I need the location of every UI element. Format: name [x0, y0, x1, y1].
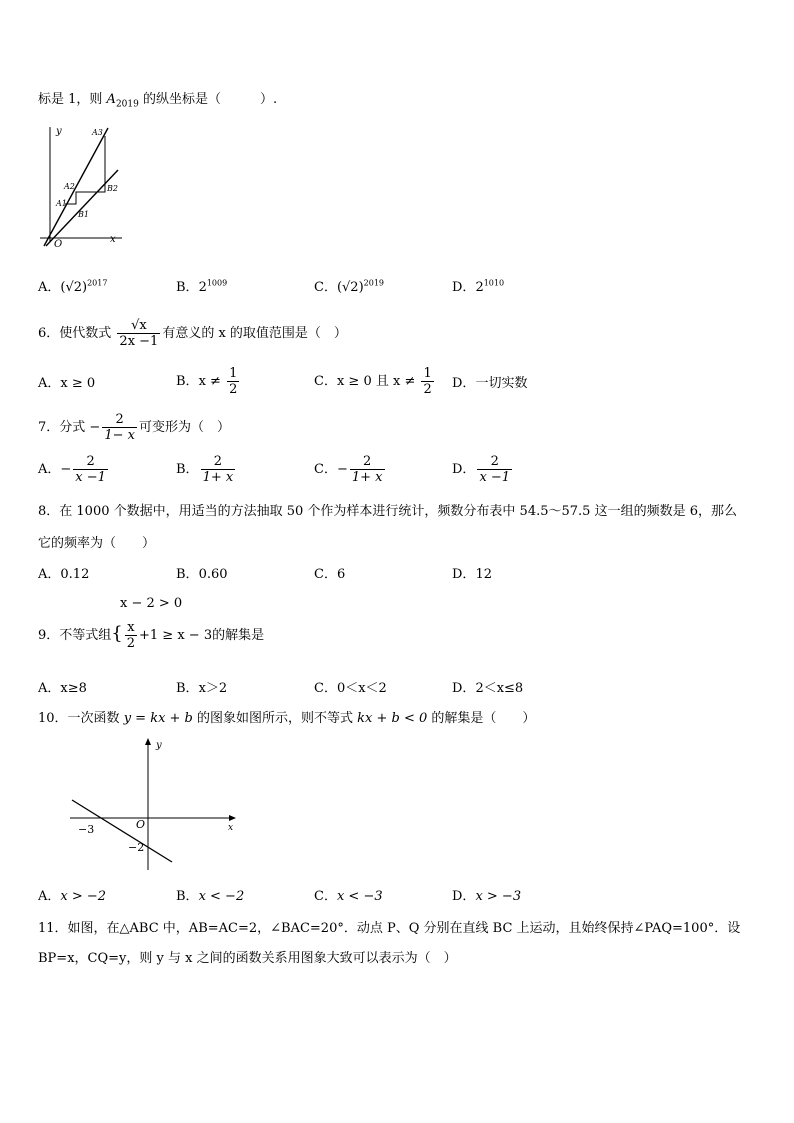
- q5-origin-label: O: [54, 239, 63, 250]
- q10-option-c: C．x < −3: [314, 889, 383, 904]
- q11-stem-line2: BP=x，CQ=y，则 y 与 x 之间的函数关系用图象大致可以表示为（ ）: [38, 951, 457, 966]
- q5-y-label: y: [56, 126, 62, 137]
- q8-option-d: D．12: [452, 567, 492, 582]
- q9-stem: 9．不等式组{ $\frac{x}{2}$ +1 ≥ x − 3的解集是: [38, 620, 265, 651]
- q5-option-c: C．$(√2)^{2019}$: [314, 278, 385, 295]
- q10-x-label: x: [228, 823, 234, 833]
- q10-x-intercept-label: −3: [78, 823, 95, 836]
- q10-origin-label: O: [136, 818, 146, 831]
- q10-y-arrow: [145, 738, 151, 745]
- q10-option-a: A．x > −2: [38, 889, 107, 904]
- q5-var: A: [106, 92, 116, 107]
- q7-option-c: C．− $\frac{2}{1+ x}$: [314, 454, 383, 485]
- q6-option-c: C．x ≥ 0 且 x ≠ $\frac{1}{2}$: [314, 366, 432, 397]
- q5-a3-label: A3: [92, 128, 103, 137]
- q9-option-a: A．x≥8: [38, 681, 87, 696]
- q8-option-b: B．0.60: [176, 567, 228, 582]
- q5-option-b: B．$2^{1009}$: [176, 278, 228, 295]
- q5-x-label: x: [110, 234, 116, 245]
- q10-y-label: y: [156, 740, 162, 751]
- q8-stem-line1: 8．在 1000 个数据中，用适当的方法抽取 50 个作为样本进行统计，频数分布表中 54.5～57.5 这一组的频数是 6，那么: [38, 504, 737, 519]
- q10-stem: 10．一次函数 y = kx + b 的图象如图所示，则不等式 kx + b < 0 的解集是（ ）: [38, 711, 536, 726]
- q10-figure: [66, 736, 246, 874]
- q8-stem-line2: 它的频率为（ ）: [38, 536, 156, 551]
- q10-y-intercept-label: −2: [128, 841, 145, 854]
- q5-b2-label: B2: [107, 184, 118, 193]
- q6-option-a: A．x ≥ 0: [38, 376, 96, 391]
- q5-figure: [36, 122, 126, 250]
- q5-a2-label: A2: [64, 182, 75, 191]
- q7-option-d: D． $\frac{2}{x -1}$: [452, 454, 511, 485]
- q5-stem: 标是 1，则 $A_{2019}$ 的纵坐标是（ ）.: [38, 92, 278, 110]
- q9-option-d: D．2＜x≤8: [452, 681, 524, 696]
- q7-stem: 7．分式 − $\frac{2}{1- x}$ 可变形为（ ）: [38, 412, 230, 443]
- q7-option-b: B． $\frac{2}{1+ x}$: [176, 454, 234, 485]
- q9-ineq-1: x − 2 > 0: [120, 596, 183, 611]
- q6-option-b: B．x ≠ $\frac{1}{2}$: [176, 366, 238, 397]
- q10-option-d: D．x > −3: [452, 889, 522, 904]
- q5-option-d: D．$2^{1010}$: [452, 278, 505, 295]
- q5-line-gentle: [46, 170, 118, 246]
- q8-option-c: C．6: [314, 567, 346, 582]
- q6-fraction: $\frac{√x}{2x -1}$: [119, 318, 159, 349]
- q9-option-c: C．0＜x＜2: [314, 681, 387, 696]
- q5-option-a: A．$(√2)^{2017}$: [38, 278, 108, 295]
- q5-line-steep: [44, 128, 108, 246]
- q5-b1-label: B1: [78, 210, 89, 219]
- q6-option-d: D．一切实数: [452, 376, 528, 391]
- q11-stem-line1: 11．如图，在△ABC 中，AB=AC=2，∠BAC=20°．动点 P、Q 分别在直线 BC 上运动，且始终保持∠PAQ=100°．设: [38, 921, 741, 936]
- q10-option-b: B．x < −2: [176, 889, 245, 904]
- q8-option-a: A．0.12: [38, 567, 90, 582]
- q9-fraction: $\frac{x}{2}$: [126, 620, 136, 651]
- q9-option-b: B．x＞2: [176, 681, 228, 696]
- q6-stem: 6．使代数式 $\frac{√x}{2x -1}$ 有意义的 x 的取值范围是（ ）: [38, 318, 347, 349]
- q7-option-a: A．− $\frac{2}{x -1}$: [38, 454, 106, 485]
- q10-x-arrow: [229, 815, 236, 821]
- q7-fraction: $\frac{2}{1- x}$: [104, 412, 135, 443]
- q5-a1-label: A1: [56, 199, 67, 208]
